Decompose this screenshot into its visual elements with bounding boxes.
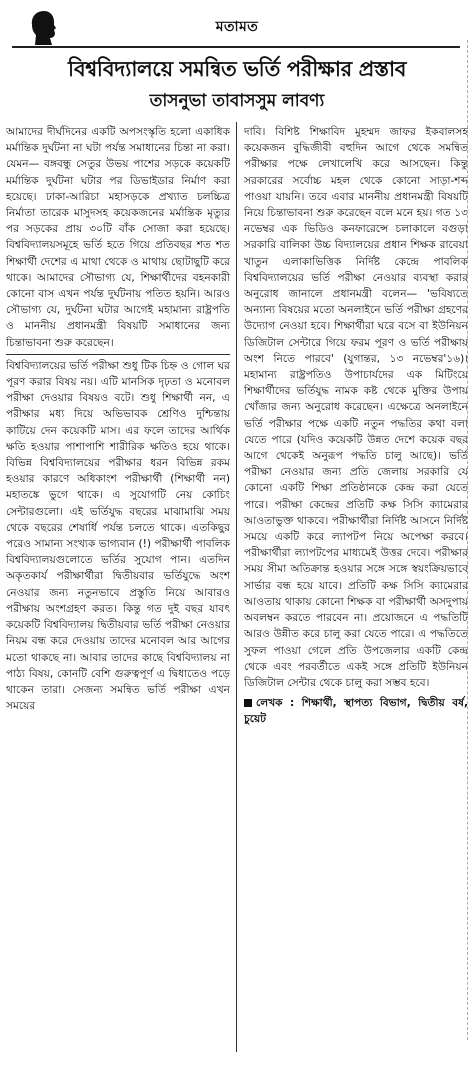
- paragraph: দাবি। বিশিষ্ট শিক্ষাবিদ মুহম্মদ জাফর ইকবালসহ কয়েকজন বুদ্ধিজীবী বহুদিন আগে থেকে সমন্বিত পরীক্ষার পক্ষে লেখালেখি করে আসছেন। কিন্তু সরকারের সর্বোচ্চ মহল থেকে কোনো সাড়া-শব্দ পাওয়া যায়নি। তবে এবার মাননীয় প্রধানমন্ত্রী বিষয়টি নিয়ে চিন্তাভাবনা শুরু করেছেন বলে মনে হয়। গত ১৩ নভেম্বর এক ভিডিও কনফারেন্সে চলাকালে বগুড়া সরকারি বালিকা উচ্চ বিদ্যালয়ের প্রধান শিক্ষক রাবেয়া খাতুন এলাকাভিত্তিক নির্দিষ্ট কেন্দ্রে পাবলিক বিশ্ববিদ্যালয়ের ভর্তি পরীক্ষা নেওয়ার ব্যবস্থা করার অনুরোধ জানালে প্রধানমন্ত্রী বলেন— 'ভবিষ্যতে অন্যান্য বিষয়ের মতো অনলাইনে ভর্তি পরীক্ষা গ্রহণের উদ্যোগ নেওয়া হবে। শিক্ষার্থীরা ঘরে বসে বা ইউনিয়ন ডিজিটাল সেন্টারে গিয়ে ফরম পূরণ ও ভর্তি পরীক্ষায় অংশ নিতে পারবে' (যুগান্তর, ১৩ নভেম্বর'১৬)। মহামান্য রাষ্ট্রপতিও উপাচার্যদের এক মিটিংয়ে শিক্ষার্থীদের ভর্তিযুদ্ধ নামক কষ্ট থেকে মুক্তির উপায় খোঁজার জন্য অনুরোধ করেছেন। এক্ষেত্রে অনলাইনে ভর্তি পরীক্ষার পক্ষে একটি নতুন পদ্ধতির কথা বলা যেতে পারে (যদিও কয়েকটি উন্নত দেশে কয়েক বছর আগে থেকেই অনুরূপ পদ্ধতি চালু আছে)। ভর্তি পরীক্ষা নেওয়ার জন্য প্রতি জেলায় সরকারি যে কোনো একটি শিক্ষা প্রতিষ্ঠানকে কেন্দ্র করা যেতে পারে। পরীক্ষা কেন্দ্রের প্রতিটি কক্ষ সিসি ক্যামেরার আওতাভুক্ত থাকবে। পরীক্ষার্থীরা নির্দিষ্ট আসনে নির্দিষ্ট সময়ে একটি করে ল্যাপটপ নিয়ে অপেক্ষা করবে। পরীক্ষার্থীরা ল্যাপটপের মাধ্যমেই উত্তর দেবে। পরীক্ষার সময় সীমা অতিক্রান্ত হওয়ার সঙ্গে সঙ্গে স্বয়ংক্রিয়ভাবে সার্ভার বন্ধ হয়ে যাবে। প্রতিটি কক্ষ সিসি ক্যামেরার আওতায় থাকায় কোনো শিক্ষক বা পরীক্ষার্থী অসদুপায় অবলম্বন করতে পারবেন না। প্রয়োজনে এ পদ্ধতিটি আরও উন্নীত করে চালু করা যেতে পারে। এ পদ্ধতিতে সুফল পাওয়া গেলে প্রতি উপজেলার একটি কেন্দ্র থেকে এবং পরবর্তীতে একই সঙ্গে প্রতিটি ইউনিয়ন ডিজিটাল সেন্টার থেকে চালু করা সম্ভব হবে।: [244, 126, 468, 689]
- column-divider: [236, 122, 237, 1052]
- right-column: [244, 124, 468, 1054]
- author-name: তাসনুভা তাবাসসুম লাবণ্য: [149, 91, 325, 111]
- page-edge: [467, 40, 474, 1040]
- paragraph: আমাদের দীর্ঘদিনের একটি অপসংস্কৃতি হলো একাধিক মর্মান্তিক দুর্ঘটনা না ঘটা পর্যন্ত সমাধানের চিন্তা না করা। যেমন— বঙ্গবন্ধু সেতুর উভয় পাশের সড়কে কয়েকটি মর্মান্তিক দুর্ঘটনা ঘটার পর ডিভাইডার নির্মাণ করা হয়েছে। ঢাকা-আরিচা মহাসড়কে প্রখ্যাত চলচ্চিত্র নির্মাতা তারেক মাসুদসহ কয়েকজনের মর্মান্তিক মৃত্যুর পর সড়কের প্রায় ৩০টি বাঁক সোজা করা হয়েছে। বিশ্ববিদ্যালয়সমূহে ভর্তি হতে গিয়ে প্রতিবছর শত শত শিক্ষার্থী দেশের এ মাথা থেকে ও মাথায় ছোটাছুটি করে থাকে। আমাদের সৌভাগ্য যে, শিক্ষার্থীদের বহনকারী কোনো বাস এখন পর্যন্ত দুর্ঘটনায় পতিত হয়নি। আরও সৌভাগ্য যে, দুর্ঘটনা ঘটার আগেই মহামান্য রাষ্ট্রপতি ও মাননীয় প্রধানমন্ত্রী বিষয়টি সমাধানের জন্য চিন্তাভাবনা শুরু করেছেন।: [6, 126, 230, 349]
- author-byline: [244, 695, 468, 727]
- section-label: মতামত: [215, 19, 259, 35]
- top-rule: [12, 46, 460, 48]
- left-column: [6, 124, 230, 1054]
- paragraph: বিশ্ববিদ্যালয়ের ভর্তি পরীক্ষা শুধু টিক চিহ্ন ও গোল ঘর পূরণ করার বিষয় নয়। এটি মানসিক দৃঢ়তা ও মনোবল পরীক্ষা দেওয়ার বিষয়ও বটে। শুধু শিক্ষার্থী নন, এ পরীক্ষার মধ্য দিয়ে অভিভাবক শ্রেণিও দুশ্চিন্তায় কাটিয়ে দেন কয়েকটি মাস। এর ফলে তাদের আর্থিক ক্ষতি হওয়ার পাশাপাশি শারীরিক ক্ষতিও হয়ে থাকে। বিভিন্ন বিশ্ববিদ্যালয়ের পরীক্ষার ধরন বিভিন্ন রকম হওয়ার কারণে অধিকাংশ পরীক্ষার্থী (শিক্ষার্থী নন) মহাতঙ্কে ভুগে থাকে। এ সুযোগটি নেয় কোচিং সেন্টারগুলো। এই ভর্তিযুদ্ধ বছরের মাঝামাঝি সময় থেকে বছরের শেষার্ধি পর্যন্ত চলতে থাকে। এতকিছুর পরেও সামান্য সংখ্যক ভাগ্যবান (!) পরীক্ষার্থী পাবলিক বিশ্ববিদ্যালয়গুলোতে ভর্তির সুযোগ পান। এতদিন অকৃতকার্য পরীক্ষার্থীরা দ্বিতীয়বার ভর্তিযুদ্ধে অংশ নেওয়ার জন্য নতুনভাবে প্রস্তুতি নিয়ে আবারও পরীক্ষায় অংশগ্রহণ করত। কিন্তু গত দুই বছর যাবৎ কয়েকটি বিশ্ববিদ্যালয় দ্বিতীয়বার ভর্তি পরীক্ষা নেওয়ার নিয়ম বন্ধ করে দেওয়ায় তাদের মনোবল আর আগের মতো থাকছে না। আবার তাদের কাছে বিশ্ববিদ্যালয় না পাঠ্য বিষয়, কোনটি বেশি গুরুত্বপূর্ণ এ দ্বিধাতেও পড়ে থাকেন তারা। সেজন্য সমন্বিত ভর্তি পরীক্ষা এখন সময়ের: [6, 359, 230, 713]
- paragraph-divider: [6, 354, 230, 355]
- headline: বিশ্ববিদ্যালয়ে সমন্বিত ভর্তি পরীক্ষার প্রস্তাব: [68, 57, 406, 81]
- square-bullet-icon: [244, 699, 252, 707]
- byline-text: লেখক : শিক্ষার্থী, স্থাপত্য বিভাগ, দ্বিতীয় বর্ষ, চুয়েট: [244, 697, 468, 726]
